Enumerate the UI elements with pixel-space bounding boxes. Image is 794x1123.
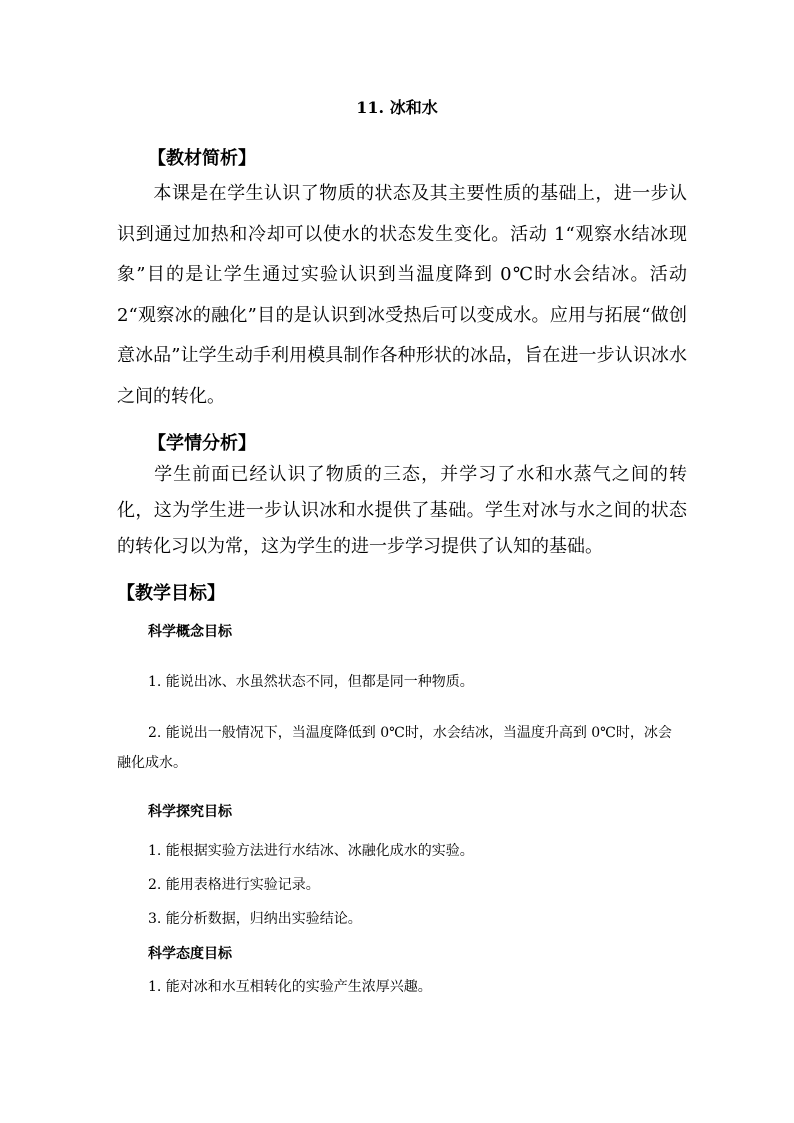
student-analysis-text: 学生前面已经认识了物质的三态，并学习了水和水蒸气之间的转化，这为学生进一步认识冰和水提供了基础。学生对冰与水之间的状态的转化习以为常，这为学生的进一步学习提供了认知的基础。 <box>117 464 687 557</box>
teaching-goals-heading: 【教学目标】 <box>117 583 225 604</box>
inquiry-goal-1: 1. 能根据实验方法进行水结冰、冰融化成水的实验。 <box>148 843 474 859</box>
attitude-goal-1: 1. 能对冰和水互相转化的实验产生浓厚兴趣。 <box>148 979 432 995</box>
textbook-analysis-paragraph <box>117 174 687 417</box>
concept-goal-1: 1. 能说出冰、水虽然状态不同，但都是同一种物质。 <box>148 674 474 690</box>
textbook-analysis-heading: 【教材简析】 <box>148 148 256 169</box>
concept-goal-2 <box>117 718 677 778</box>
inquiry-goal-3: 3. 能分析数据，归纳出实验结论。 <box>148 911 362 927</box>
student-analysis-heading: 【学情分析】 <box>148 433 256 454</box>
attitude-goals-heading: 科学态度目标 <box>148 946 232 962</box>
page-title: 11. 冰和水 <box>356 98 438 117</box>
concept-goals-heading: 科学概念目标 <box>148 624 232 640</box>
concept-goal-2-text: 2. 能说出一般情况下，当温度降低到 0℃时，水会结冰，当温度升高到 0℃时，冰会融化成水。 <box>117 725 672 771</box>
student-analysis-paragraph <box>117 457 687 565</box>
textbook-analysis-text: 本课是在学生认识了物质的状态及其主要性质的基础上，进一步认识到通过加热和冷却可以使水的状态发生变化。活动 1“观察水结冰现象”目的是让学生通过实验认识到当温度降到 0℃时水会结冰。活动 2“观察冰的融化”目的是认识到冰受热后可以变成水。应用与拓展“做创意冰品”让学生动手利用模具制作各种形状的冰品，旨在进一步认识冰水之间的转化。 <box>117 183 687 407</box>
inquiry-goal-2: 2. 能用表格进行实验记录。 <box>148 877 320 893</box>
inquiry-goals-heading: 科学探究目标 <box>148 804 232 820</box>
